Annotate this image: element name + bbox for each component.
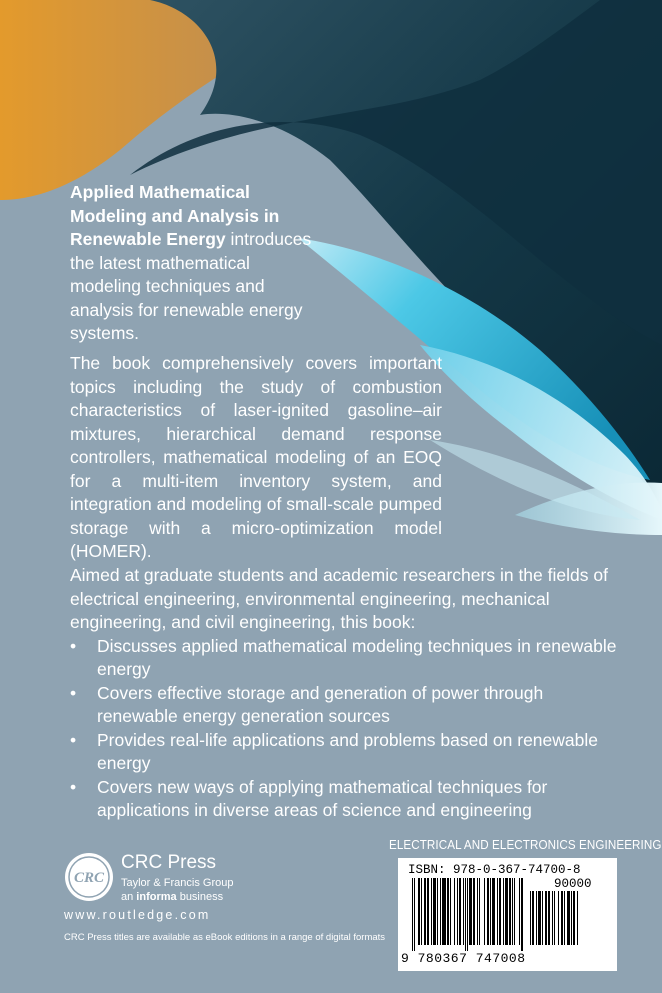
barcode-bar (442, 878, 446, 945)
barcode-bar (447, 878, 449, 945)
barcode-bar (538, 891, 541, 945)
barcode-bar (545, 891, 547, 945)
list-item-text: Provides real-life applications and problems based on renewable energy (97, 729, 598, 773)
barcode-bar (490, 878, 491, 945)
feature-list (70, 635, 622, 823)
barcode-bar (521, 878, 523, 951)
barcode-bar (554, 891, 555, 945)
barcode-bar (457, 878, 458, 945)
barcode-bar (412, 878, 413, 951)
barcode-bar (418, 878, 420, 945)
barcode-bar (542, 891, 543, 945)
barcode-bar (564, 891, 565, 945)
publisher-website[interactable]: www.routledge.com (64, 908, 211, 922)
barcode-bar (421, 878, 422, 945)
barcode-bar (459, 878, 461, 945)
book-title: Applied Mathematical Modeling and Analysis in Renewable Energy (70, 182, 280, 249)
barcode-bar (433, 878, 436, 945)
bullet-marker: • (70, 729, 77, 750)
barcode-bar (479, 878, 480, 945)
logo-text: CRC (73, 870, 105, 886)
list-item-text: Covers effective storage and generation of power through renewable energy generation sources (97, 682, 544, 726)
ebook-note: CRC Press titles are available as eBook editions in a range of digital formats (64, 932, 386, 943)
publisher-business: an informa business (121, 891, 224, 903)
list-item (70, 776, 622, 823)
ean-digits: 9 780367 747008 (401, 951, 526, 966)
barcode-bar (530, 891, 531, 945)
barcode-bar (440, 878, 441, 945)
barcode-bar (469, 878, 472, 945)
barcode-bar (424, 878, 426, 945)
barcode-bar (577, 891, 578, 945)
barcode-bar (532, 891, 534, 945)
bullet-marker: • (70, 682, 77, 703)
addon-barcode-bars-icon (530, 891, 606, 951)
isbn-barcode (398, 858, 617, 971)
barcode-bar (567, 891, 570, 945)
barcode-bar (477, 878, 478, 945)
publisher-name: CRC Press (121, 852, 217, 873)
isbn-label: ISBN: 978-0-367-74700-8 (408, 863, 581, 877)
barcode-bar (465, 878, 466, 951)
barcode-bar (431, 878, 432, 945)
barcode-bar (484, 878, 485, 945)
barcode-bar (548, 891, 550, 945)
barcode-bar (492, 878, 495, 945)
barcode-bar (512, 878, 513, 945)
barcode-bar (473, 878, 475, 945)
subject-category: ELECTRICAL AND ELECTRONICS ENGINEERING (389, 838, 662, 852)
barcode-bar (558, 891, 559, 945)
audience-section (70, 564, 622, 823)
barcode-bar (414, 878, 415, 951)
bullet-marker: • (70, 635, 77, 656)
barcode-bar (519, 878, 520, 945)
barcode-bar (437, 878, 438, 945)
description-paragraph: The book comprehensively covers important topics including the study of combustion characteristics of laser-ignited gasoline–air mixtures, hierarchical demand response controllers, mathematical modeling of an EOQ for a multi-item inventory system, and integration and modeling of small-scale pumped storage with a micro-optimization model (HOMER). (70, 353, 442, 561)
barcode-bar (427, 878, 429, 945)
barcode-bar (514, 878, 515, 945)
barcode-bar (499, 878, 501, 945)
barcode-bar (552, 891, 553, 945)
barcode-bars-icon (412, 878, 526, 951)
intro-paragraph (70, 181, 320, 346)
price-code: 90000 (554, 877, 592, 891)
barcode-bar (450, 878, 451, 945)
audience-paragraph: Aimed at graduate students and academic researchers in the fields of electrical engineering, environmental engineering, mechanical engineering, and civil engineering, this book: (70, 565, 608, 632)
barcode-bar (503, 878, 504, 945)
barcode-bar (505, 878, 508, 945)
list-item (70, 729, 622, 776)
barcode-bar (467, 878, 468, 951)
list-item (70, 635, 622, 682)
intro-text: introduces the latest mathematical modeling techniques and analysis for renewable energy systems. (70, 229, 312, 343)
barcode-bar (571, 891, 572, 945)
bullet-marker: • (70, 776, 77, 797)
barcode-bar (573, 891, 575, 945)
list-item (70, 682, 622, 729)
crc-logo-icon (64, 852, 114, 902)
barcode-bar (509, 878, 511, 945)
barcode-bar (454, 878, 455, 945)
list-item-text: Discusses applied mathematical modeling techniques in renewable energy (97, 635, 617, 679)
list-item-text: Covers new ways of applying mathematical techniques for applications in diverse areas of science and engineering (97, 776, 548, 820)
barcode-bar (487, 878, 489, 945)
publisher-group: Taylor & Francis Group (121, 877, 234, 889)
barcode-bar (463, 878, 464, 945)
barcode-bar (497, 878, 498, 945)
barcode-bar (561, 891, 563, 945)
barcode-bar (536, 891, 537, 945)
